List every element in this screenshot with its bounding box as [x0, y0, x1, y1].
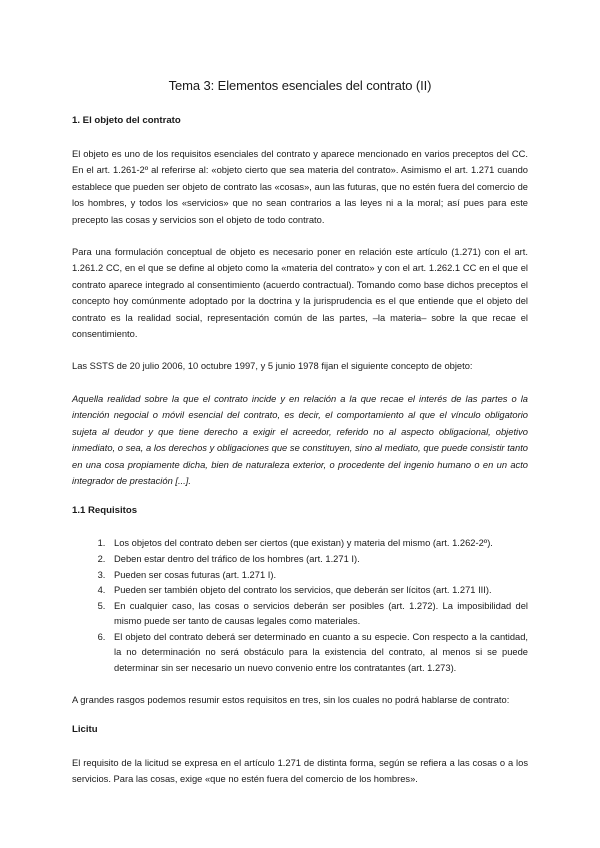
- list-item: 5. En cualquier caso, las cosas o servicios deberán ser posibles (art. 1.272). La imposibilidad del mismo puede ser tanto de causas legales como materiales.: [108, 599, 528, 630]
- list-item: 6. El objeto del contrato deberá ser determinado en cuanto a su especie. Con respecto a la cantidad, la no determinación no será obstáculo para la existencia del contrato, al menos si se puede determinar sin ser necesario un nuevo convenio entre los contratantes (art. 1.273).: [108, 630, 528, 677]
- page-title: Tema 3: Elementos esenciales del contrato (II): [168, 78, 432, 93]
- list-item: 3. Pueden ser cosas futuras (art. 1.271 I).: [108, 568, 528, 584]
- list-item: 1. Los objetos del contrato deben ser ciertos (que existan) y materia del mismo (art. 1.262-2º).: [108, 536, 528, 552]
- requisitos-list: [72, 536, 528, 676]
- paragraph-objeto-intro: El objeto es uno de los requisitos esenciales del contrato y aparece mencionado en varios preceptos del CC. En el art. 1.261-2º al referirse al: «objeto cierto que sea materia del contrato». Asimismo el art. 1.271 cuando establece que pueden ser objeto de contrato las «cosas», aun las futuras, que no estén fuera del comercio de los hombres, y todos los «servicios» que no sean contrarios a las leyes ni a la moral; así pues para este precepto las cosas y servicios son el objeto de todo contrato.: [72, 149, 528, 225]
- section-heading-requisitos: 1.1 Requisitos: [72, 505, 138, 517]
- section-heading-licitud: Licitu: [72, 724, 98, 736]
- paragraph-licitud: El requisito de la licitud se expresa en el artículo 1.271 de distinta forma, según se refiera a las cosas o a los servicios. Para las cosas, exige «que no estén fuera del comercio de los hombres».: [72, 758, 528, 785]
- quote-concepto-objeto: Aquella realidad sobre la que el contrato incide y en relación a la que recae el interés de las partes o la intención negocial o móvil esencial del contrato, es decir, el comportamiento al que el vínculo obligatorio sujeta al deudor y que tiene derecho a exigir el acreedor, referido no al aspecto obligacional, objetivo inmediato, o sea, a los derechos y obligaciones que se constituyen, sino al mediato, que puede consistir tanto en una cosa propiamente dicha, bien de naturaleza exterior, o procedente del ingenio humano o en un acto integrador de prestación [...].: [72, 393, 528, 486]
- paragraph-resumen: A grandes rasgos podemos resumir estos requisitos en tres, sin los cuales no podrá hablarse de contrato:: [72, 694, 510, 705]
- list-item: 2. Deben estar dentro del tráfico de los hombres (art. 1.271 I).: [108, 552, 528, 568]
- list-item: 4. Pueden ser también objeto del contrato los servicios, que deberán ser lícitos (art. 1.271 III).: [108, 583, 528, 599]
- paragraph-ssts: Las SSTS de 20 julio 2006, 10 octubre 1997, y 5 junio 1978 fijan el siguiente concepto de objeto:: [72, 361, 473, 372]
- paragraph-formulacion: Para una formulación conceptual de objeto es necesario poner en relación este artículo (1.271) con el art. 1.261.2 CC, en el que se define al objeto como la «materia del contrato» y con el art. 1.262.1 CC en el que el contrato aparece integrado al consentimiento (acuerdo contractual). Tomando como base dichos preceptos el concepto hoy comúnmente adoptado por la doctrina y la jurisprudencia es el que entiende que el objeto del contrato es la realidad social, representación común de las partes, –la materia– sobre la que recae el consentimiento.: [72, 247, 528, 340]
- section-heading-objeto: 1. El objeto del contrato: [72, 115, 181, 126]
